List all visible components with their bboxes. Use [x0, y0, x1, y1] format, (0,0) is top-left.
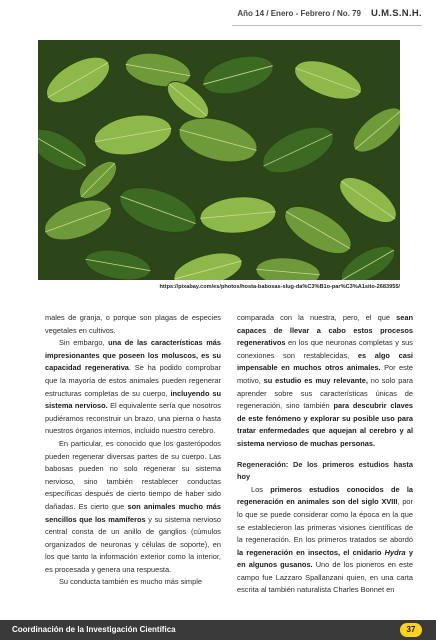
right-column [237, 312, 413, 597]
hosta-leaves-photo [38, 40, 400, 280]
paragraph: En particular, es conocido que los gasterópodos pueden regenerar diversas partes de su cuerpo. Las babosas pueden no solo regenerar su sistema nervioso, sino también restablecer conductas específicas después de cierto tiempo de haber sido dañadas. Es cierto que son animales mucho más sencillos que los mamíferos y su sistema nervioso central consta de un anillo de ganglios (cúmulos organizados de neuronas y células de soporte), en los que tanto la información exterior como la interior, es procesada y genera una respuesta. [45, 438, 221, 574]
footer-label: Coordinación de la Investigación Científica [12, 625, 176, 634]
page-number-badge: 37 [400, 623, 422, 637]
running-header [237, 0, 422, 26]
paragraph: Sin embargo, una de las características más impresionantes que poseen los moluscos, es su capacidad regenerativa. Se ha podido comprobar que la mayoría de estos animales pueden regenerar estructuras completas de su cuerpo, incluyendo su sistema nervioso. El equivalente sería que nosotros pudiéramos reconstruir un brazo, una pierna o hasta nuestros órganos internos, incluido nuestro cerebro. [45, 338, 222, 436]
page-footer [0, 620, 436, 640]
leaf-illustration [38, 40, 400, 280]
header-divider [232, 25, 422, 26]
issue-info: Año 14 / Enero - Febrero / No. 79 [237, 8, 361, 18]
paragraph: Los primeros estudios conocidos de la regeneración en animales son del siglo XVIII, por lo que se puede considerar como la época en la que se establecieron las primeras visiones científicas de la regeneración. En los primeros tratados se abordó la regeneración en insectos, el cnidario Hydra y en algunos gusanos. Uno de los pioneros en este campo fue Lazzaro Spallanzani quien, en una carta escrita al también naturalista Charles Bonnet en [237, 484, 414, 595]
university-name: U.M.S.N.H. [370, 7, 422, 19]
paragraph: males de granja, o porque son plagas de especies vegetales en cultivos. [45, 313, 221, 335]
left-column [45, 312, 221, 589]
paragraph: Su conducta también es mucho más simple [59, 577, 202, 587]
photo-credit: https://pixabay.com/es/photos/hosta-babosas-slug-da%C3%B1o-par%C3%A1sito-2683955/ [159, 284, 400, 290]
paragraph: comparada con la nuestra, pero, el que sean capaces de llevar a cabo estos procesos regenerativos en los que neuronas completas y sus conexiones son restablecidas, es algo casi impensable en muchos otros animales. Por este motivo, su estudio es muy relevante, no solo para aprender sobre sus características únicas de regeneración, sino también para descubrir claves de este fenómeno y explorar su posible uso para tratar enfermedades que aquejan al cerebro y al sistema nervioso de muchas personas. [237, 313, 414, 448]
section-heading: Regeneración: De los primeros estudios hasta hoy [237, 459, 413, 482]
